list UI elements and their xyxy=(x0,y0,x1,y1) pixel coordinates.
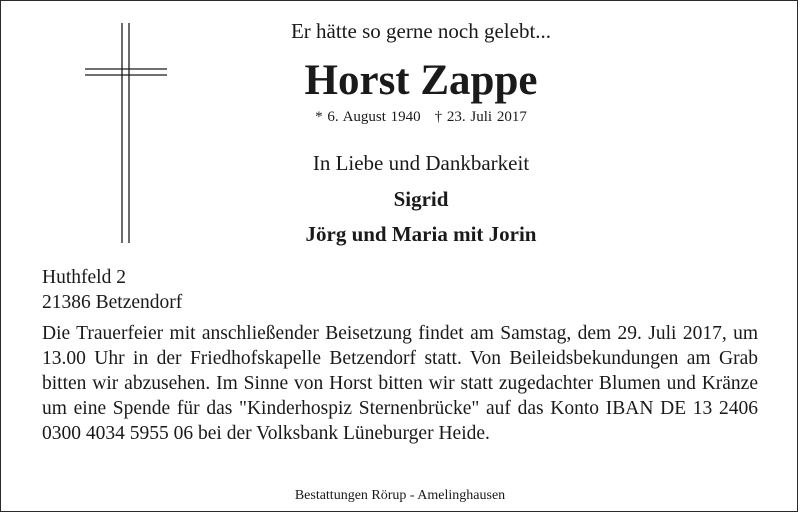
cross-icon xyxy=(85,23,167,243)
funeral-announcement: Die Trauerfeier mit anschließender Beisetzung findet am Samstag, dem 29. Juli 2017, um 13.00 Uhr in der Friedhofskapelle Betzendorf statt. Von Beileidsbekundungen am Grab bitten wir abzusehen. Im Sinne von Horst bitten wir statt zugedachter Blumen und Kränze um eine Spende für das "Kinderhospiz Sternenbrücke" auf das Konto IBAN DE 13 2406 0300 4034 5955 06 bei der Volksbank Lüneburger Heide. xyxy=(42,323,758,444)
deceased-name: Horst Zappe xyxy=(304,57,538,104)
mourner-name: Jörg und Maria mit Jorin xyxy=(305,222,537,246)
life-dates xyxy=(161,107,681,127)
funeral-home-footer: Bestattungen Rörup - Amelinghausen xyxy=(294,488,506,503)
mourner-name: Sigrid xyxy=(393,187,449,211)
mourners-intro: In Liebe und Dankbarkeit xyxy=(312,151,530,175)
address-street: Huthfeld 2 xyxy=(42,267,126,288)
address xyxy=(42,265,182,315)
death-date: † 23. Juli 2017 xyxy=(434,109,527,125)
motto: Er hätte so gerne noch gelebt... xyxy=(290,19,552,43)
address-city: 21386 Betzendorf xyxy=(42,292,183,313)
birth-date: * 6. August 1940 xyxy=(315,109,421,125)
